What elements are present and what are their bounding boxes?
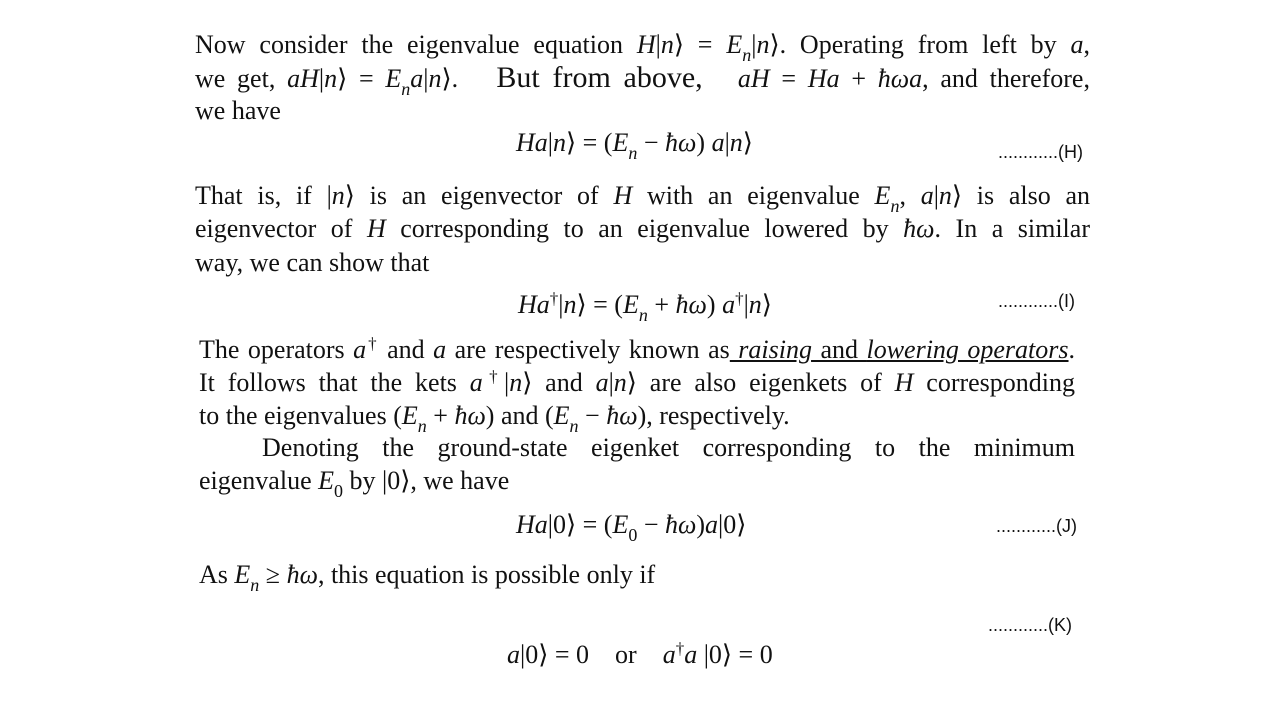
para2-line1 bbox=[195, 181, 1091, 216]
text: − bbox=[637, 128, 666, 157]
text: Ha bbox=[807, 64, 840, 93]
text: |0⟩ = ( bbox=[547, 510, 613, 539]
text: , bbox=[1083, 30, 1090, 59]
para1-line3: we have bbox=[195, 96, 281, 125]
text: − bbox=[578, 401, 607, 430]
text: ⟩ = bbox=[673, 30, 727, 59]
text: eigenvalue bbox=[199, 466, 319, 495]
text: E bbox=[622, 290, 639, 319]
text: ), respectively. bbox=[637, 401, 790, 430]
equation-label-i: ............(I) bbox=[998, 291, 1076, 311]
text: Ha bbox=[516, 510, 548, 539]
equation-label-h: ............(H) bbox=[998, 142, 1083, 162]
text bbox=[703, 64, 738, 93]
text: E bbox=[318, 466, 334, 495]
text: H bbox=[636, 30, 656, 59]
text: But from above, bbox=[458, 61, 703, 94]
text: E bbox=[612, 128, 629, 157]
text: ) bbox=[696, 128, 712, 157]
para3-line1 bbox=[199, 335, 1075, 365]
text: ≥ bbox=[259, 560, 287, 589]
text: H bbox=[366, 214, 386, 243]
text: | bbox=[724, 128, 730, 157]
text: n bbox=[509, 368, 523, 397]
text: ħω bbox=[454, 401, 486, 430]
text: n bbox=[331, 181, 345, 210]
para4-line2 bbox=[199, 466, 1094, 501]
equation-label-j: ............(J) bbox=[996, 516, 1077, 536]
text: | bbox=[318, 64, 325, 93]
equation-j bbox=[516, 510, 747, 545]
text: H bbox=[894, 368, 914, 397]
text: Now consider the eigenvalue equation bbox=[195, 30, 637, 59]
text: ħω bbox=[606, 401, 638, 430]
dagger: † bbox=[366, 334, 379, 353]
text: , and therefore, bbox=[922, 64, 1090, 93]
text: a bbox=[684, 640, 698, 669]
text: , bbox=[899, 181, 921, 210]
lowering-operators-term: lowering operators bbox=[866, 335, 1069, 364]
subscript: 0 bbox=[334, 481, 343, 501]
para3-line2 bbox=[199, 368, 1075, 398]
text: aH bbox=[737, 64, 770, 93]
subscript: n bbox=[890, 196, 900, 216]
text: E bbox=[401, 401, 418, 430]
text: eigenvector of bbox=[195, 214, 367, 243]
text: As bbox=[199, 560, 235, 589]
text: ⟩. Operating from left by bbox=[769, 30, 1071, 59]
text: n bbox=[938, 181, 952, 210]
dagger: † bbox=[735, 289, 744, 308]
text: |0⟩ = 0 bbox=[697, 640, 773, 669]
text: to the eigenvalues ( bbox=[199, 401, 402, 430]
subscript: n bbox=[250, 575, 260, 595]
text: by |0⟩, we have bbox=[343, 466, 510, 495]
text: a bbox=[410, 64, 424, 93]
text: ħω bbox=[665, 128, 697, 157]
text: n bbox=[756, 30, 770, 59]
dagger: † bbox=[549, 289, 559, 308]
text: + bbox=[839, 64, 878, 93]
subscript: 0 bbox=[628, 525, 638, 545]
text: a bbox=[433, 335, 447, 364]
para1-line1 bbox=[195, 30, 1090, 65]
text: Ha bbox=[518, 290, 550, 319]
text: ⟩ is an eigenvector of bbox=[344, 181, 614, 210]
text: Ha bbox=[516, 128, 548, 157]
text: | bbox=[608, 368, 614, 397]
text: H bbox=[613, 181, 633, 210]
text: E bbox=[726, 30, 743, 59]
text: ħωa bbox=[877, 64, 923, 93]
text: ⟩. bbox=[441, 64, 459, 93]
text: E bbox=[234, 560, 251, 589]
subscript: n bbox=[401, 79, 411, 99]
text: = bbox=[769, 64, 808, 93]
text: ħω bbox=[665, 510, 697, 539]
text: ħω bbox=[286, 560, 318, 589]
text: . In a similar bbox=[934, 214, 1090, 243]
text: with an eigenvalue bbox=[632, 181, 875, 210]
equation-h bbox=[516, 128, 753, 163]
text: are respectively known as bbox=[446, 335, 730, 364]
text: ħω bbox=[903, 214, 935, 243]
text: ) bbox=[706, 290, 723, 319]
text: ⟩ bbox=[761, 290, 772, 319]
para1-line2 bbox=[195, 61, 1090, 99]
text: n bbox=[729, 128, 743, 157]
text: a bbox=[662, 640, 676, 669]
text: E bbox=[612, 510, 629, 539]
text: ⟩ is also an bbox=[951, 181, 1091, 210]
text: + bbox=[647, 290, 676, 319]
text: . bbox=[1068, 335, 1076, 364]
text: aH bbox=[287, 64, 319, 93]
text: a bbox=[1070, 30, 1084, 59]
para4-line1: Denoting the ground-state eigenket corresponding to the minimum bbox=[262, 433, 1075, 462]
text: a bbox=[507, 640, 520, 669]
text: and bbox=[378, 335, 434, 364]
para2-line3: way, we can show that bbox=[195, 248, 430, 277]
text: corresponding to an eigenvalue lowered by bbox=[385, 214, 904, 243]
text: ⟩ = ( bbox=[576, 290, 623, 319]
para5-line1 bbox=[199, 560, 1094, 595]
text: |0⟩ = 0 bbox=[520, 640, 590, 669]
raising-term: raising bbox=[729, 335, 812, 364]
dagger: † bbox=[482, 367, 504, 386]
text: and bbox=[811, 335, 867, 364]
text: | bbox=[423, 64, 429, 93]
equation-k bbox=[494, 610, 773, 670]
text: |0⟩ bbox=[718, 510, 747, 539]
para3-line3 bbox=[199, 401, 1075, 436]
text: ) and ( bbox=[485, 401, 554, 430]
text: It follows that the kets bbox=[199, 368, 470, 397]
text: n bbox=[613, 368, 627, 397]
text: a bbox=[353, 335, 367, 364]
text: ) bbox=[696, 510, 706, 539]
text: corresponding bbox=[913, 368, 1076, 397]
subscript: n bbox=[638, 305, 648, 325]
text: E bbox=[874, 181, 891, 210]
text: ⟩ and bbox=[522, 368, 596, 397]
text: ⟩ bbox=[742, 128, 753, 157]
text: a bbox=[711, 128, 725, 157]
para2-line2 bbox=[195, 214, 1090, 244]
text: ħω bbox=[675, 290, 707, 319]
text: + bbox=[426, 401, 455, 430]
subscript: n bbox=[569, 416, 579, 436]
text: a bbox=[722, 290, 736, 319]
equation-label-k: ............(K) bbox=[988, 615, 1073, 635]
text: ⟩ are also eigenkets of bbox=[626, 368, 895, 397]
text: E bbox=[553, 401, 570, 430]
text: ⟩ = ( bbox=[566, 128, 613, 157]
text: or bbox=[589, 640, 663, 669]
text: a bbox=[469, 368, 483, 397]
text: ⟩ = bbox=[337, 64, 386, 93]
text: | bbox=[933, 181, 939, 210]
equation-i bbox=[518, 289, 772, 325]
text: | bbox=[751, 30, 757, 59]
text: n bbox=[553, 128, 566, 157]
text: E bbox=[385, 64, 402, 93]
text: | bbox=[558, 290, 564, 319]
text: | bbox=[655, 30, 661, 59]
text: n bbox=[324, 64, 338, 93]
text: The operators bbox=[199, 335, 354, 364]
subscript: n bbox=[742, 45, 752, 65]
subscript: n bbox=[628, 143, 638, 163]
subscript: n bbox=[417, 416, 427, 436]
text: − bbox=[637, 510, 666, 539]
text: That is, if | bbox=[195, 181, 332, 210]
text: | bbox=[503, 368, 510, 397]
text: a bbox=[705, 510, 719, 539]
text: a bbox=[595, 368, 609, 397]
text: | bbox=[743, 290, 749, 319]
text: n bbox=[563, 290, 577, 319]
text: we get, bbox=[195, 64, 288, 93]
text: , this equation is possible only if bbox=[317, 560, 656, 589]
text: a bbox=[920, 181, 934, 210]
text: | bbox=[547, 128, 553, 157]
text: n bbox=[428, 64, 442, 93]
text: n bbox=[748, 290, 762, 319]
text: n bbox=[660, 30, 674, 59]
dagger: † bbox=[675, 639, 685, 658]
